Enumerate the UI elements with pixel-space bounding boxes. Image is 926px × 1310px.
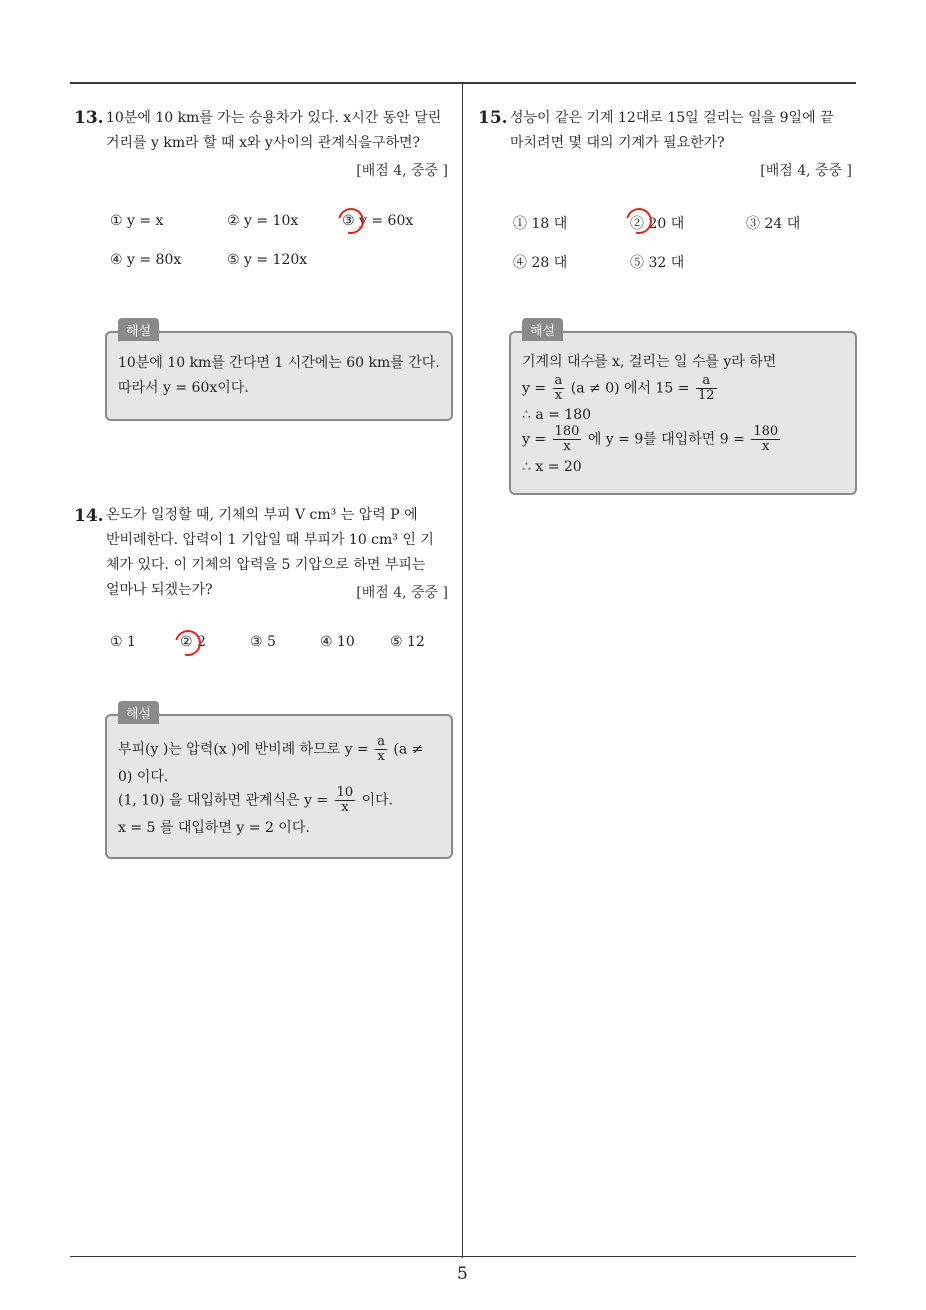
question-13-score: [배점 4, 중중 ] bbox=[356, 163, 448, 179]
question-14-line1: 온도가 일정할 때, 기체의 부피 V cm³ 는 압력 P 에 bbox=[106, 507, 418, 523]
q13-choice-1[interactable]: ① y = x bbox=[110, 213, 164, 229]
q14-answer-circle bbox=[170, 625, 206, 661]
question-14-line3: 체가 있다. 이 기체의 압력을 5 기압으로 하면 부피는 bbox=[106, 557, 426, 573]
q15-choice-4[interactable]: ④ 28 대 bbox=[513, 255, 568, 271]
q15-solution-tag: 해설 bbox=[522, 318, 563, 341]
q13-solution-line1: 10분에 10 km를 간다면 1 시간에는 60 km를 간다. bbox=[118, 355, 440, 371]
q15-answer-circle bbox=[621, 203, 657, 239]
q14-choice-2[interactable]: ② 2 bbox=[180, 634, 206, 650]
column-divider bbox=[462, 84, 463, 1258]
q15-solution-line5: ∴ x = 20 bbox=[522, 459, 582, 475]
question-15-line2: 마치려면 몇 대의 기계가 필요한가? bbox=[510, 135, 725, 151]
q14-choice-4[interactable]: ④ 10 bbox=[320, 634, 355, 650]
q14-sol3-fraction: $\frac{10}{x}$ bbox=[336, 785, 354, 815]
q13-choice-3[interactable]: ③ y = 60x bbox=[342, 213, 414, 229]
bottom-rule bbox=[70, 1256, 856, 1257]
q14-sol1-text-a: 부피(y )는 압력(x )에 반비례 하므로 y = bbox=[118, 741, 369, 758]
q15-choice-5[interactable]: ⑤ 32 대 bbox=[630, 255, 685, 271]
q13-solution-tag: 해설 bbox=[118, 318, 159, 341]
q13-choice-2[interactable]: ② y = 10x bbox=[227, 213, 299, 229]
q14-solution-line2: 0) 이다. bbox=[118, 769, 169, 785]
q14-solution-tag: 해설 bbox=[118, 701, 159, 724]
question-15-number: 15. bbox=[478, 108, 508, 128]
q13-solution-line2: 따라서 y = 60x이다. bbox=[118, 380, 249, 396]
question-15-line1: 성능이 같은 기계 12대로 15일 걸리는 일을 9일에 끝 bbox=[510, 110, 834, 126]
q15-solution-line1: 기계의 대수를 x, 걸리는 일 수를 y라 하면 bbox=[522, 354, 777, 370]
page-number: 5 bbox=[457, 1264, 468, 1284]
question-13-number: 13. bbox=[74, 108, 104, 128]
q14-solution-line1 bbox=[118, 735, 423, 764]
question-15-score: [배점 4, 중중 ] bbox=[760, 163, 852, 179]
q15-sol2-fraction-2: $\frac{a}{12}$ bbox=[697, 373, 715, 403]
q13-choice-4[interactable]: ④ y = 80x bbox=[110, 252, 182, 268]
q15-sol4-fraction-2: $\frac{180}{x}$ bbox=[753, 424, 779, 454]
question-14-line2: 반비례한다. 압력이 1 기압일 때 부피가 10 cm³ 인 기 bbox=[106, 532, 434, 548]
q15-sol2-text-a: y = bbox=[522, 380, 547, 397]
question-14-line4: 얼마나 되겠는가? bbox=[106, 582, 213, 598]
question-13-line1: 10분에 10 km를 가는 승용차가 있다. x시간 동안 달린 bbox=[106, 110, 442, 126]
q15-sol2-fraction-1: $\frac{a}{x}$ bbox=[554, 373, 563, 403]
question-14-number: 14. bbox=[74, 506, 104, 526]
q14-solution-line4: x = 5 를 대입하면 y = 2 이다. bbox=[118, 820, 310, 836]
q14-sol3-text-a: (1, 10) 을 대입하면 관계식은 y = bbox=[118, 792, 329, 809]
q15-choice-1[interactable]: ① 18 대 bbox=[513, 216, 568, 232]
q15-sol4-fraction-1: $\frac{180}{x}$ bbox=[554, 424, 580, 454]
q15-solution-line2 bbox=[522, 374, 719, 403]
q14-choice-1[interactable]: ① 1 bbox=[110, 634, 136, 650]
q14-sol1-fraction: $\frac{a}{x}$ bbox=[377, 734, 385, 764]
q14-choice-3[interactable]: ③ 5 bbox=[250, 634, 276, 650]
question-14-score: [배점 4, 중중 ] bbox=[356, 585, 448, 601]
question-13-line2: 거리를 y km라 할 때 x와 y사이의 관계식을구하면? bbox=[106, 135, 421, 151]
q14-sol3-text-b: 이다. bbox=[361, 792, 394, 809]
q14-choice-5[interactable]: ⑤ 12 bbox=[390, 634, 425, 650]
q15-solution-line4 bbox=[522, 425, 782, 454]
q15-choice-2[interactable]: ② 20 대 bbox=[630, 216, 685, 232]
q15-solution-line3: ∴ a = 180 bbox=[522, 407, 592, 423]
q15-choice-3[interactable]: ③ 24 대 bbox=[746, 216, 801, 232]
q13-answer-circle bbox=[333, 203, 369, 239]
q13-solution-box bbox=[105, 331, 453, 421]
q14-solution-line3 bbox=[118, 786, 393, 815]
q15-sol4-text-b: 에 y = 9를 대입하면 9 = bbox=[587, 431, 745, 448]
q15-sol4-text-a: y = bbox=[522, 431, 547, 448]
q14-sol1-text-b: (a ≠ bbox=[393, 741, 424, 758]
q15-sol2-text-b: (a ≠ 0) 에서 15 = bbox=[570, 380, 690, 397]
top-rule bbox=[70, 82, 856, 84]
q13-choice-5[interactable]: ⑤ y = 120x bbox=[227, 252, 308, 268]
